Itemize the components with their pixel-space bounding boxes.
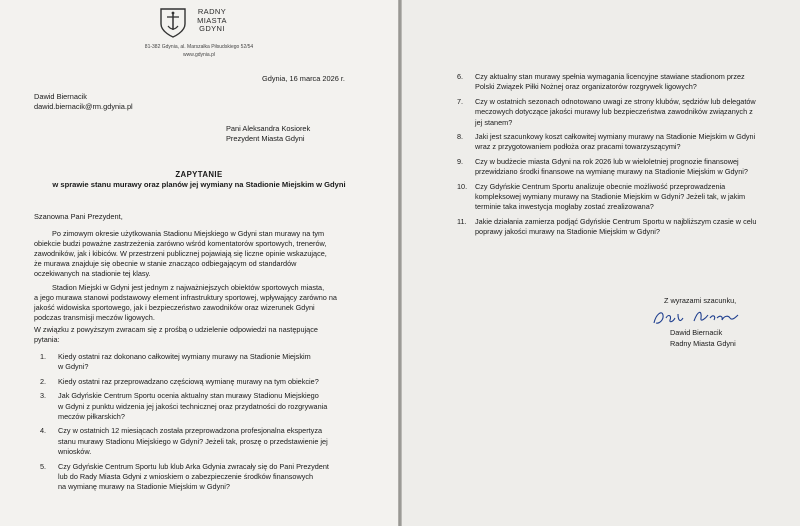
question-line: Jak Gdyńskie Centrum Sportu ocenia aktualny stan murawy Stadionu Miejskiego (58, 391, 319, 401)
handwritten-signature (650, 306, 760, 328)
question-line: stanu murawy Stadionu Miejskiego w Gdyni? Jeżeli tak, proszę o przedstawienie jej (58, 436, 328, 446)
paragraph-intro (34, 229, 360, 279)
paragraph-line: jakość widowiska sportowego, jak i bezpieczeństwo zawodników oraz wizerunek Gdyni (34, 303, 315, 312)
question-line: lub do Rady Miasta Gdyni z wnioskiem o zabezpieczenie środków finansowych (58, 472, 314, 482)
recipient-block (226, 124, 310, 144)
closing-phrase: Z wyrazami szacunku, (664, 296, 737, 305)
sender-email: dawid.biernacik@rm.gdynia.pl (34, 102, 133, 111)
question-item (457, 217, 777, 238)
question-line: Czy Gdyńskie Centrum Sportu analizuje obecnie możliwość przeprowadzenia (475, 181, 726, 191)
recipient-name: Pani Aleksandra Kosiorek (226, 124, 311, 133)
document-subject: w sprawie stanu murawy oraz planów jej wymiany na Stadionie Miejskim w Gdyni (52, 180, 346, 189)
question-line: w Gdyni? (58, 362, 89, 372)
org-name-line2: MIASTA (197, 15, 227, 25)
paragraph-line: Stadion Miejski w Gdyni jest jednym z najważniejszych obiektów sportowych miasta, (52, 283, 325, 292)
paragraph-request (34, 325, 360, 345)
paragraph-line: W związku z powyższym zwracam się z prośbą o udzielenie odpowiedzi na następujące (34, 325, 318, 334)
signer-name: Dawid Biernacik (670, 328, 723, 337)
paragraph-line: podczas transmisji meczów ligowych. (34, 313, 155, 322)
question-item (40, 462, 370, 493)
org-website: www.gdynia.pl (183, 52, 215, 58)
question-text (475, 217, 777, 238)
question-line: na wymianę murawy na Stadionie Miejskim w Gdyni? (58, 482, 230, 492)
question-line: meczowych dotyczące jakości murawy lub bezpieczeństwa zawodników związanych z (475, 107, 753, 117)
recipient-title: Prezydent Miasta Gdyni (226, 134, 305, 143)
question-item (40, 352, 370, 373)
question-number: 5. (40, 461, 47, 471)
question-line: jej stanem? (475, 117, 513, 127)
question-item (457, 97, 777, 128)
question-text (475, 72, 777, 93)
signer-block (670, 327, 736, 349)
question-item (457, 132, 777, 153)
question-line: w Gdyni z punktu widzenia jej jakości technicznej oraz przydatności do rozgrywania (58, 401, 328, 411)
question-line: Jakie działania zamierza podjąć Gdyńskie Centrum Sportu w najbliższym czasie w celu (475, 216, 757, 226)
question-item (457, 72, 777, 93)
sender-block (34, 92, 133, 112)
paragraph-line: że murawa znajduje się obecnie w stanie znacząco odbiegającym od standardów (34, 259, 297, 268)
question-number: 11. (457, 216, 467, 226)
question-item (40, 377, 370, 387)
letter-page-2 (402, 0, 800, 526)
question-text (58, 391, 370, 422)
question-number: 10. (457, 181, 468, 191)
question-number: 9. (457, 156, 464, 166)
question-line: Kiedy ostatni raz przeprowadzano częściową wymianę murawy na tym obiekcie? (58, 376, 319, 386)
question-text (58, 462, 370, 493)
paragraph-line: Po zimowym okresie użytkowania Stadionu Miejskiego w Gdyni stan murawy na tym (52, 229, 325, 238)
salutation: Szanowna Pani Prezydent, (34, 212, 123, 221)
question-line: wraz z przygotowaniem podłoża oraz pracami towarzyszącymi? (475, 142, 681, 152)
question-list-page-1 (40, 352, 370, 497)
question-line: Czy Gdyńskie Centrum Sportu lub klub Arka Gdynia zwracały się do Pani Prezydent (58, 461, 329, 471)
org-name (192, 8, 232, 34)
question-line: Czy w ostatnich sezonach odnotowano uwagi ze strony klubów, sędziów lub delegatów (475, 96, 756, 106)
paragraph-line: a jego murawa stanowi podstawowy element infrastruktury sportowej, wpływający zarówno na (34, 293, 337, 302)
gdynia-coat-of-arms-icon (160, 8, 186, 38)
question-item (40, 391, 370, 422)
question-text (475, 157, 777, 178)
document-type: ZAPYTANIE (175, 170, 223, 179)
question-line: Czy aktualny stan murawy spełnia wymagania licencyjne stawiane stadionom przez (475, 72, 745, 81)
question-line: poprawy jakości murawy na Stadionie Miejskim w Gdyni? (475, 227, 660, 237)
letter-date: Gdynia, 16 marca 2026 r. (262, 74, 345, 83)
question-line: przewidziano środki finansowe na wymianę murawy na Stadionie Miejskim w Gdyni? (475, 167, 748, 177)
question-text (475, 132, 777, 153)
question-line: wniosków. (58, 447, 92, 457)
question-number: 2. (40, 376, 47, 386)
question-line: Kiedy ostatni raz dokonano całkowitej wymiany murawy na Stadionie Miejskim (58, 352, 311, 361)
question-item (457, 157, 777, 178)
letter-page-1 (0, 0, 398, 526)
question-number: 4. (40, 426, 47, 436)
org-name-line1: RADNY (197, 7, 227, 16)
question-text (58, 377, 370, 387)
signer-title: Radny Miasta Gdyni (670, 339, 736, 348)
question-line: Czy w ostatnich 12 miesiącach została przeprowadzona profesjonalna ekspertyza (58, 426, 323, 436)
question-line: terminie taka inwestycja mogłaby zostać zrealizowana? (475, 202, 654, 212)
org-name-line3: GDYNI (199, 24, 225, 33)
question-number: 8. (457, 132, 464, 142)
question-item (457, 182, 777, 213)
question-number: 1. (40, 352, 47, 361)
question-item (40, 426, 370, 457)
question-text (475, 97, 777, 128)
question-text (58, 352, 370, 373)
question-line: Jaki jest szacunkowy koszt całkowitej wymiany murawy na Stadionie Miejskim w Gdyni (475, 132, 756, 142)
paragraph-line: oczekiwanych na stadionie tej klasy. (34, 269, 151, 278)
question-text (475, 182, 777, 213)
paragraph-line: pytania: (34, 335, 60, 344)
question-number: 7. (457, 96, 464, 106)
paragraph-line: obiekcie budzi poważne zastrzeżenia zarówno wśród komentatorów sportowych, trenerów, (34, 239, 327, 248)
question-number: 3. (40, 391, 47, 401)
paragraph-line: zawodników, jak i kibiców. W przestrzeni publicznej pojawiają się liczne opinie wskazujące, (34, 249, 327, 258)
question-text (58, 426, 370, 457)
question-line: meczów piłkarskich? (58, 412, 125, 422)
paragraph-stadium (34, 283, 360, 323)
question-number: 6. (457, 72, 464, 81)
sender-name: Dawid Biernacik (34, 92, 87, 101)
org-address: 81-382 Gdynia, al. Marszałka Piłsudskiego 52/54 (144, 44, 254, 50)
question-line: Czy w budżecie miasta Gdyni na rok 2026 lub w wieloletniej prognozie finansowej (475, 156, 739, 166)
question-line: Polski Związek Piłki Nożnej oraz organizatorów rozgrywek ligowych? (475, 82, 697, 92)
question-list-page-2 (457, 72, 777, 242)
question-line: kompleksowej wymiany murawy na Stadionie Miejskim w Gdyni? Jeżeli tak, w jakim (475, 192, 746, 202)
